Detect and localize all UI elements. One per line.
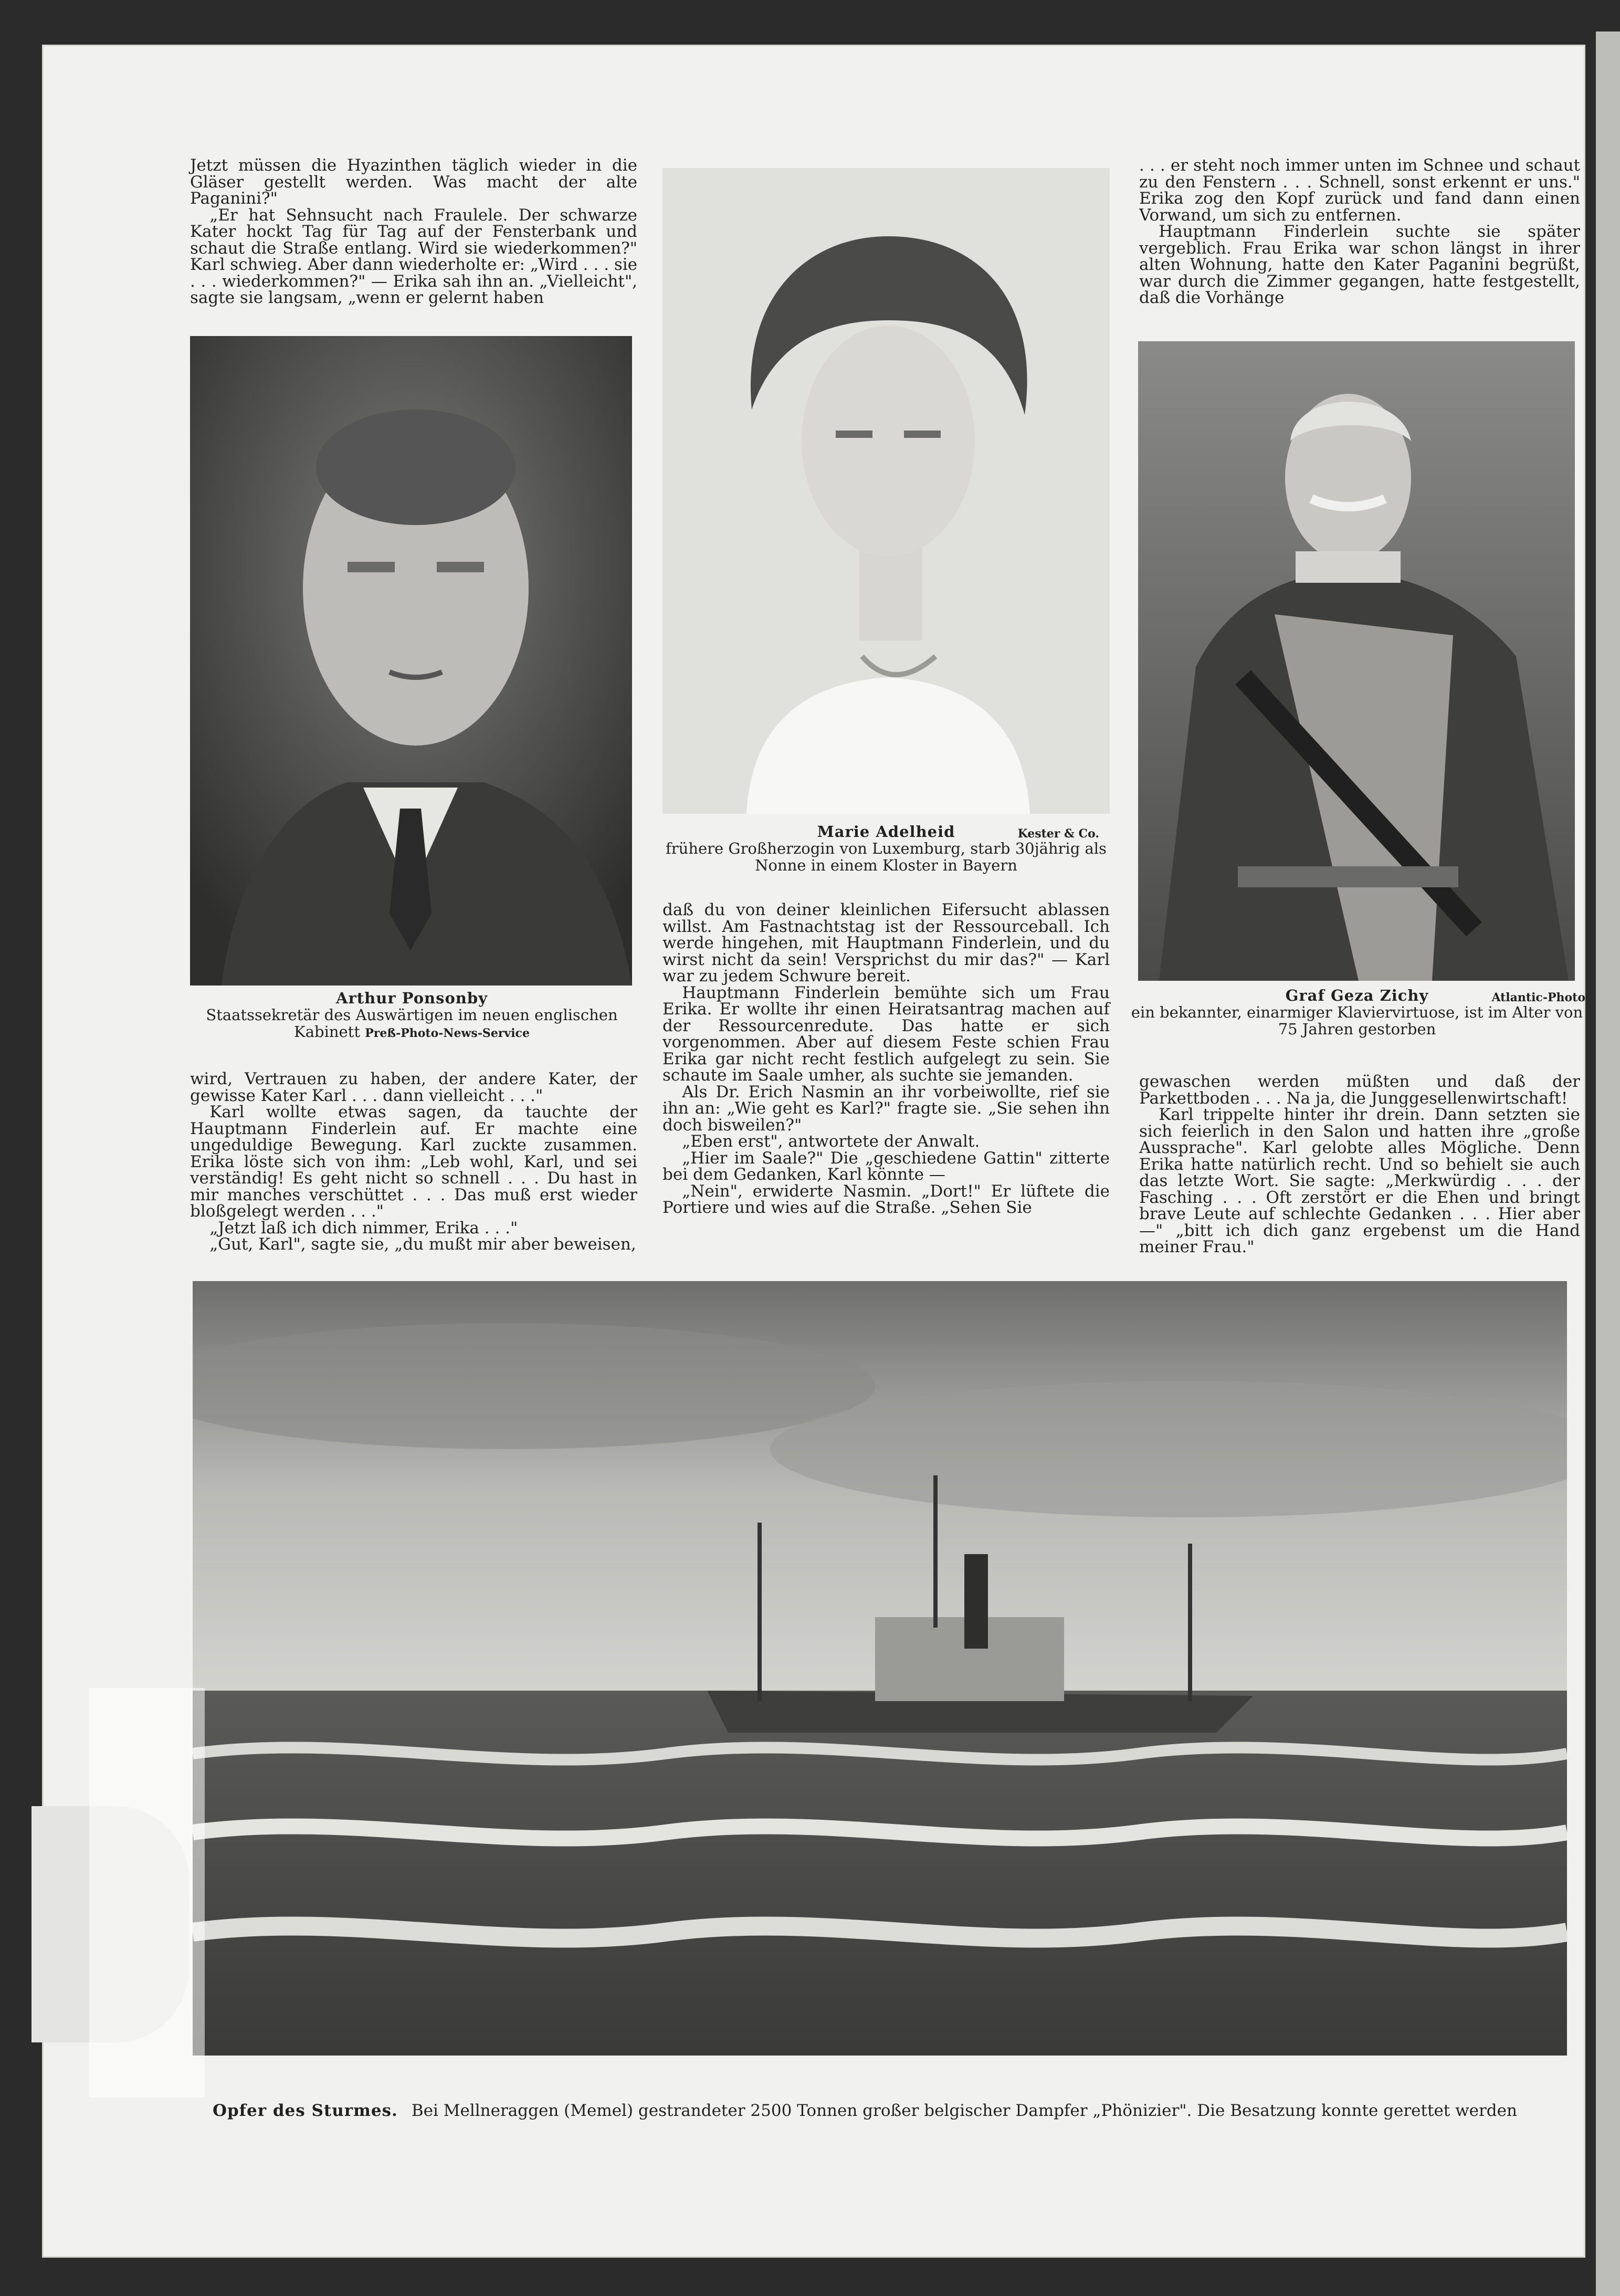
paragraph: Hauptmann Finderlein suchte sie später vergeblich. Frau Erika war schon längst in ihrer alten Wohnung, hatte den Kater Paganini begrüßt, war durch die Zimmer gegangen, hatte festgestellt, daß die Vorhänge [1139, 222, 1580, 307]
portrait-photo-marie [662, 168, 1110, 814]
caption-name: Graf Geza Zichy [1285, 987, 1429, 1004]
paragraph: „Hier im Saale?" Die „geschiedene Gattin" zitterte bei dem Gedanken, Karl könnte — [662, 1148, 1110, 1184]
photo-credit: Atlantic-Photo [1491, 991, 1585, 1004]
caption-name: Marie Adelheid [817, 823, 955, 841]
caption-description: frühere Großherzogin von Luxemburg, starb 30jährig als Nonne in einem Kloster in Bayern [666, 840, 1107, 874]
paragraph: gewaschen werden müßten und daß der Parkettboden . . . Na ja, die Junggesellenwirtschaft! [1139, 1072, 1580, 1108]
caption-description: Staatssekretär des Auswärtigen im neuen englischen Kabinett Preß-Photo-News-Service [206, 1006, 618, 1041]
portrait-photo-zichy [1138, 341, 1575, 981]
text-column-left-top [190, 158, 637, 307]
caption-heading [662, 823, 1110, 840]
paragraph: Als Dr. Erich Nasmin an ihr vorbeiwollte, rief sie ihn an: „Wie geht es Karl?" fragte sie. „Sie sehen ihn doch bisweilen?" [662, 1082, 1110, 1135]
caption-zichy [1129, 987, 1585, 1037]
text-column-right-top [1139, 158, 1580, 307]
tape-mark [89, 1688, 205, 2098]
caption-marie [662, 823, 1110, 874]
text-column-left-bottom [190, 1071, 637, 1253]
caption-heading [1129, 987, 1585, 1004]
caption-description: ein bekannter, einarmiger Klaviervirtuose, ist im Alter von 75 Jahren gestorben [1131, 1003, 1583, 1038]
paragraph: „Jetzt laß ich dich nimmer, Erika . . ." [209, 1218, 518, 1238]
text-column-middle-bottom [662, 902, 1110, 1217]
paragraph: Jetzt müssen die Hyazinthen täglich wieder in die Gläser gestellt werden. Was macht der alte Paganini?" [190, 156, 637, 208]
paragraph: „Er hat Sehnsucht nach Fraulele. Der schwarze Kater hockt Tag für Tag auf der Fensterbank und schaut die Straße entlang. Wird sie wiederkommen?" Karl schwieg. Aber dann wiederholte er: „Wird . . . sie . . . wiederkommen?" — Erika sah ihn an. „Vielleicht", sagte sie langsam, „wenn er gelernt haben [190, 205, 637, 307]
paragraph: „Eben erst", antwortete der Anwalt. [682, 1132, 980, 1151]
caption-ship [213, 2101, 1556, 2120]
caption-title: Opfer des Sturmes. [213, 2101, 398, 2120]
paragraph: Hauptmann Finderlein bemühte sich um Frau Erika. Er wollte ihr einen Heiratsantrag machen auf der Ressourcenredute. Das hatte er sich vorgenommen. Aber auf diesem Feste schien Frau Erika gar nicht recht festlich aufgelegt zu sein. Sie schaute im Saale umher, als suchte sie jemanden. [662, 983, 1110, 1085]
paragraph: „Nein", erwiderte Nasmin. „Dort!" Er lüftete die Portiere und wies auf die Straße. „Sehen Sie [662, 1181, 1110, 1217]
page-edge-strip [1596, 32, 1620, 2296]
caption-ponsonby [180, 990, 644, 1042]
paragraph: wird, Vertrauen zu haben, der andere Kater, der gewisse Kater Karl . . . dann vielleicht . . ." [190, 1070, 637, 1105]
paragraph: daß du von deiner kleinlichen Eifersucht ablassen willst. Am Fastnachtstag ist der Ressourceball. Ich werde hingehen, mit Hauptmann Finderlein, und du wirst nicht da sein! Versprichst du mir das?" — Karl war zu jedem Schwure bereit. [662, 900, 1110, 986]
paragraph: Karl wollte etwas sagen, da tauchte der Hauptmann Finderlein auf. Er machte eine ungeduldige Bewegung. Karl zuckte zusammen. Erika löste sich von ihm: „Leb wohl, Karl, und sei verständig! Es geht nicht so schnell . . . Du hast in mir manches verschüttet . . . Das muß erst wieder bloßgelegt werden . . ." [190, 1103, 637, 1221]
paragraph: . . . er steht noch immer unten im Schnee und schaut zu den Fenstern . . . Schnell, sonst erkennt er uns." Erika zog den Kopf zurück und fand dann einen Vorwand, um sich zu entfernen. [1139, 156, 1580, 225]
photo-credit: Preß-Photo-News-Service [365, 1026, 530, 1040]
caption-description: Bei Mellneraggen (Memel) gestrandeter 2500 Tonnen großer belgischer Dampfer „Phönizier". Die Besatzung konnte gerettet werden [411, 2101, 1517, 2120]
portrait-photo-ponsonby [190, 336, 632, 986]
photo-credit: Kester & Co. [1017, 827, 1099, 841]
text-column-right-bottom [1139, 1074, 1580, 1256]
paragraph: Karl trippelte hinter ihr drein. Dann setzten sie sich feierlich in den Salon und hatten ihre „große Aussprache". Karl gelobte alles Mögliche. Denn Erika hatte natürlich recht. Und so behielt sie auch das letzte Wort. Sie sagte: „Merkwürdig . . . der Fasching . . . Oft zerstört er die Ehen und bringt brave Leute auf schlechte Gedanken . . . Hier aber —" „bitt ich dich ganz ergebenst um die Hand meiner Frau." [1139, 1105, 1580, 1256]
caption-name: Arthur Ponsonby [335, 989, 488, 1007]
ship-photo [193, 1281, 1567, 2056]
paragraph: „Gut, Karl", sagte sie, „du mußt mir aber beweisen, [209, 1235, 636, 1254]
